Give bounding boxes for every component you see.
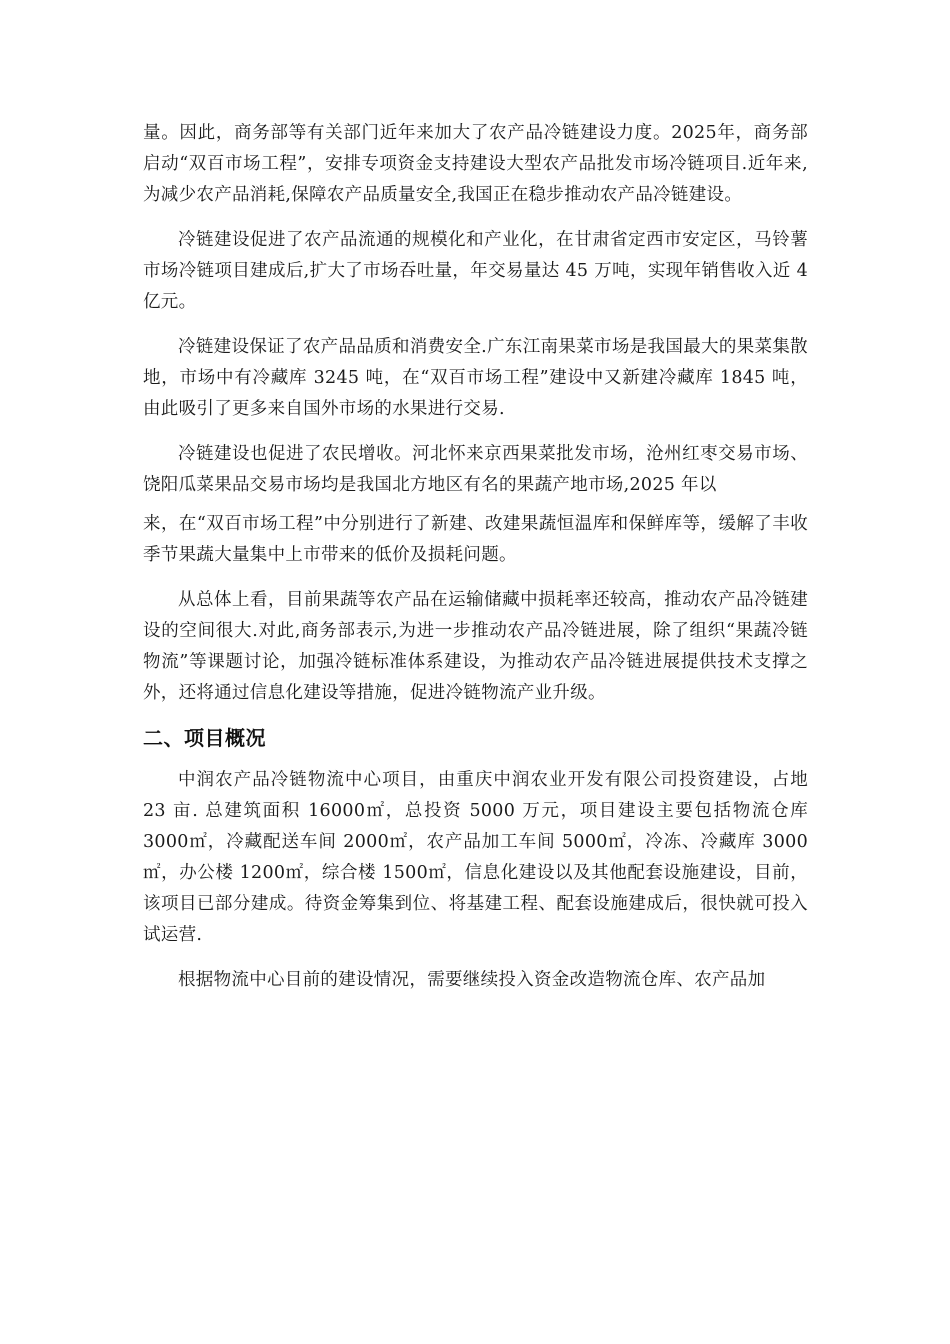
paragraph-farmer-income: 冷链建设也促进了农民增收。河北怀来京西果菜批发市场，沧州红枣交易市场、饶阳瓜菜果品交易市场均是我国北方地区有名的果蔬产地市场,2025 年以 <box>143 444 808 495</box>
paragraph-project-description: 中润农产品冷链物流中心项目，由重庆中润农业开发有限公司投资建设，占地 23 亩. 总建筑面积 16000㎡，总投资 5000 万元，项目建设主要包括物流仓库 3000㎡，冷藏配送车间 2000㎡，农产品加工车间 5000㎡，冷冻、冷藏库 3000㎡，办公楼 1200㎡，综合楼 1500㎡，信息化建设以及其他配套设施建设，目前，该项目已部分建成。待资金筹集到位、将基建工程、配套设施建成后，很快就可投入试运营. <box>143 770 808 945</box>
paragraph-cold-chain-intro: 量。因此，商务部等有关部门近年来加大了农产品冷链建设力度。2025年，商务部启动“双百市场工程”，安排专项资金支持建设大型农产品批发市场冷链项目.近年来,为减少农产品消耗,保障农产品质量安全,我国正在稳步推动农产品冷链建设。 <box>143 123 808 205</box>
paragraph-scale-industrialization: 冷链建设促进了农产品流通的规模化和产业化，在甘肃省定西市安定区，马铃薯市场冷链项目建成后,扩大了市场吞吐量，年交易量达 45 万吨，实现年销售收入近 4 亿元。 <box>143 230 808 312</box>
paragraph-construction-status: 根据物流中心目前的建设情况，需要继续投入资金改造物流仓库、农产品加 <box>178 970 766 990</box>
paragraph-quality-safety: 冷链建设保证了农产品品质和消费安全.广东江南果菜市场是我国最大的果菜集散地，市场中有冷藏库 3245 吨，在“双百市场工程”建设中又新建冷藏库 1845 吨，由此吸引了更多来自国外市场的水果进行交易. <box>143 337 808 419</box>
section-heading-project-overview: 二、项目概况 <box>143 726 266 750</box>
document-body <box>143 118 808 1010</box>
paragraph-overall-outlook: 从总体上看，目前果蔬等农产品在运输储藏中损耗率还较高，推动农产品冷链建设的空间很大.对此,商务部表示,为进一步推动农产品冷链进展，除了组织“果蔬冷链物流”等课题讨论，加强冷链标准体系建设，为推动农产品冷链进展提供技术支撑之外，还将通过信息化建设等措施，促进冷链物流产业升级。 <box>143 590 808 703</box>
paragraph-farmer-income-continued: 来，在“双百市场工程”中分别进行了新建、改建果蔬恒温库和保鲜库等，缓解了丰收季节果蔬大量集中上市带来的低价及损耗问题。 <box>143 514 808 565</box>
